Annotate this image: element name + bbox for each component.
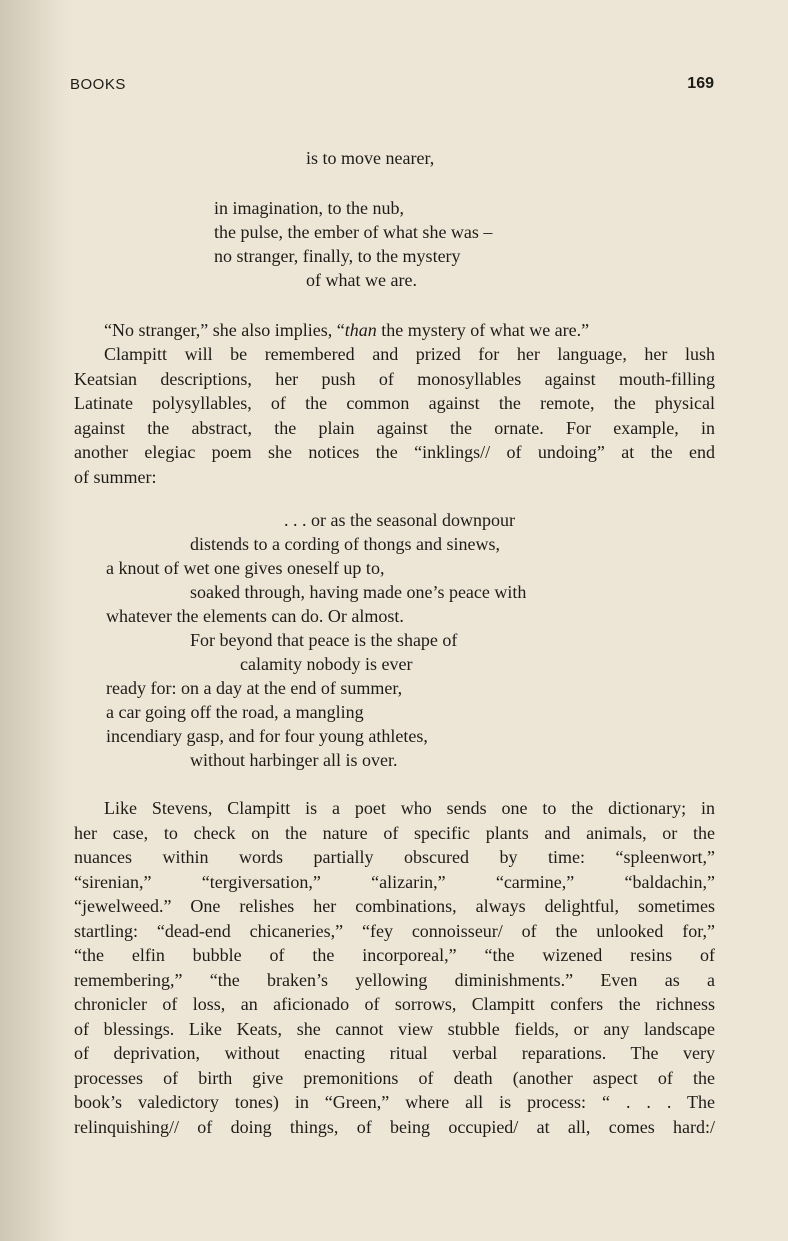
paragraph-line: startling: “dead-end chicaneries,” “fey connoisseur/ of the unlooked for,” <box>74 920 715 941</box>
poem-line: in imagination, to the nub, <box>214 198 404 218</box>
paragraph-line: her case, to check on the nature of specific plants and animals, or the <box>74 822 715 843</box>
paragraph-line: “jewelweed.” One relishes her combinations, always delightful, sometimes <box>74 896 715 916</box>
poem-line: a knout of wet one gives oneself up to, <box>106 558 385 578</box>
poem-line: no stranger, finally, to the mystery <box>214 246 461 266</box>
paragraph-line: Latinate polysyllables, of the common against the remote, the physical <box>74 393 715 413</box>
paragraph-line: another elegiac poem she notices the “inklings// of undoing” at the end <box>74 442 715 462</box>
page-gutter-shadow <box>0 0 70 1241</box>
paragraph-line: nuances within words partially obscured by time: “spleenwort,” <box>74 847 715 867</box>
poem-line: whatever the elements can do. Or almost. <box>106 606 404 626</box>
paragraph-line: Like Stevens, Clampitt is a poet who sends one to the dictionary; in <box>104 798 715 818</box>
quote-lead: “No stranger,” she also implies, “ <box>104 320 345 340</box>
running-title: BOOKS <box>70 76 126 93</box>
paragraph-line: remembering,” “the braken’s yellowing diminishments.” Even as a <box>74 969 715 990</box>
poem-line: ready for: on a day at the end of summer, <box>106 678 403 698</box>
poem-line: . . . or as the seasonal downpour <box>284 510 515 530</box>
quote-tail: the mystery of what we are.” <box>376 320 590 340</box>
paragraph-line: “sirenian,” “tergiversation,” “alizarin,” “carmine,” “baldachin,” <box>74 871 715 892</box>
paragraph-language <box>74 342 715 489</box>
paragraph-line: “the elfin bubble of the incorporeal,” “the wizened resins of <box>74 945 715 965</box>
paragraph-stevens <box>74 796 715 1139</box>
paragraph-line: of deprivation, without enacting ritual verbal reparations. The very <box>74 1043 715 1063</box>
poem-line: distends to a cording of thongs and sinews, <box>190 534 500 554</box>
paragraph-line: of blessings. Like Keats, she cannot view stubble fields, or any landscape <box>74 1018 715 1039</box>
paragraph-line: book’s valedictory tones) in “Green,” where all is process: “ . . . The <box>74 1092 715 1112</box>
paragraph-line: Clampitt will be remembered and prized for her language, her lush <box>104 344 715 364</box>
poem-line: soaked through, having made one’s peace with <box>190 582 527 602</box>
poem-line: calamity nobody is ever <box>240 654 413 674</box>
poem-line: incendiary gasp, and for four young athletes, <box>106 726 428 746</box>
paragraph-line: Keatsian descriptions, her push of monosyllables against mouth-filling <box>74 368 715 389</box>
paragraph-line: of summer: <box>74 466 157 487</box>
poem-line: a car going off the road, a mangling <box>106 702 364 722</box>
poem-line: is to move nearer, <box>306 148 435 168</box>
paragraph-line: against the abstract, the plain against the ornate. For example, in <box>74 417 715 438</box>
poem-line: without harbinger all is over. <box>190 750 398 770</box>
page-number: 169 <box>687 75 714 92</box>
poem-line: of what we are. <box>306 270 417 290</box>
paragraph-line: processes of birth give premonitions of death (another aspect of the <box>74 1067 715 1088</box>
poem-line: For beyond that peace is the shape of <box>190 630 458 650</box>
poem-line: the pulse, the ember of what she was – <box>214 222 493 242</box>
paragraph-line: relinquishing// of doing things, of being occupied/ at all, comes hard:/ <box>74 1116 715 1137</box>
paragraph-line: chronicler of loss, an aficionado of sorrows, Clampitt confers the richness <box>74 994 715 1014</box>
italic-word: than <box>344 320 377 340</box>
paragraph-no-stranger <box>104 318 589 342</box>
